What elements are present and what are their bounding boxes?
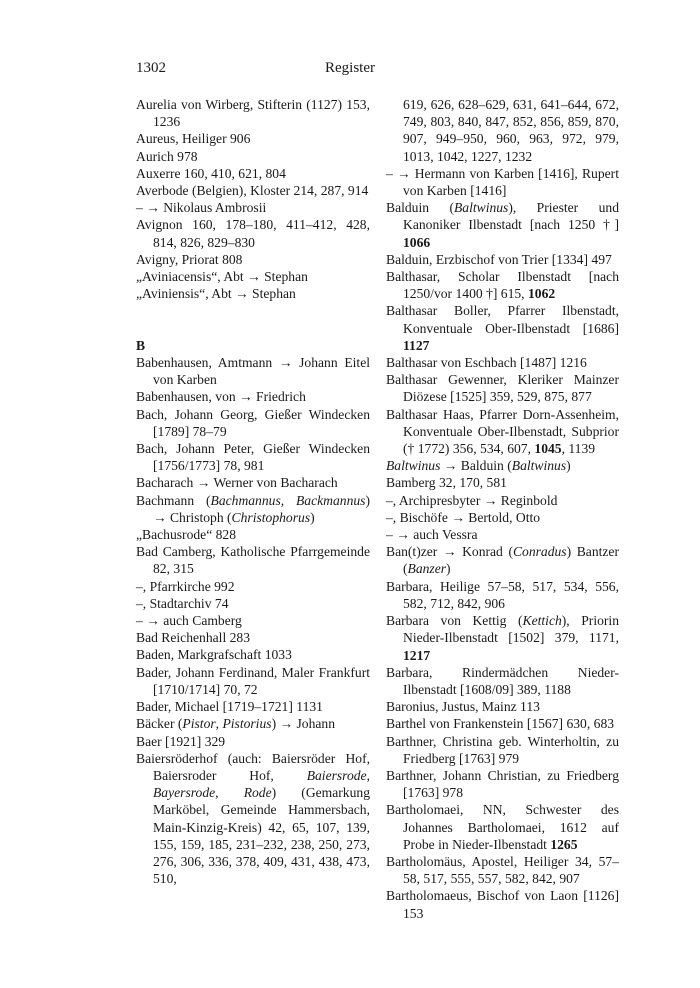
right-column [386, 96, 619, 922]
index-entry [386, 492, 619, 509]
page-header [136, 60, 564, 80]
index-entry [136, 148, 370, 165]
entry-text: –, Stadtarchiv 74 [136, 595, 229, 611]
entry-text: Avignon 160, 178–180, 411–412, 428, 814, 826, 829–830 [136, 217, 370, 250]
index-entry [136, 750, 370, 888]
entry-text: ), Priorin Nieder-Ilbenstadt [1502] 379, 1171, [403, 613, 619, 646]
index-entry [386, 199, 619, 251]
entry-text: , [215, 785, 244, 801]
entry-text: Barbara, Rindermädchen Nieder-Ilbenstadt [1608/09] 389, 1188 [386, 664, 619, 697]
index-entry [136, 664, 370, 698]
entry-text: Balduin ( [386, 200, 454, 216]
index-entry [386, 578, 619, 612]
entry-text: Bachmannus [210, 492, 281, 508]
index-entry [136, 646, 370, 663]
index-entry [136, 612, 370, 629]
entry-text: „Aviniacensis“, Abt → Stephan [136, 269, 308, 285]
entry-text: Bartholomäus, Apostel, Heiliger 34, 57–58, 517, 555, 557, 582, 842, 907 [386, 853, 619, 887]
index-entry [386, 354, 619, 371]
page-number: 1302 [136, 60, 166, 76]
entry-text: 1265 [550, 836, 578, 852]
entry-text: –, Bischöfe → Bertold, Otto [386, 509, 541, 525]
entry-text: „Aviniensis“, Abt → Stephan [136, 286, 296, 302]
entry-text: Pistor [182, 716, 216, 732]
entry-text: ) → Christoph ( [153, 492, 370, 525]
entry-text: Ban(t)zer → Konrad ( [386, 544, 513, 560]
entry-text: , [280, 492, 296, 508]
index-entry [136, 251, 370, 268]
entry-text: Baiersrode [306, 767, 367, 783]
index-entry [386, 371, 619, 405]
index-entry [386, 543, 619, 577]
left-column [136, 96, 370, 887]
index-entry [136, 285, 370, 302]
entry-text: Banzer [407, 561, 447, 577]
index-entry [386, 853, 619, 887]
index-entry [136, 130, 370, 147]
index-entry [136, 543, 370, 577]
index-entry [386, 96, 619, 165]
index-entry [136, 216, 370, 250]
entry-text: Barthner, Johann Christian, zu Friedberg [1763] 978 [386, 767, 619, 801]
index-entry [136, 715, 370, 732]
index-entry [136, 595, 370, 612]
entry-text: Balduin, Erzbischof von Trier [1334] 497 [386, 251, 612, 267]
entry-text: Baer [1921] 329 [136, 733, 226, 749]
entry-text: Bachmann ( [136, 492, 211, 508]
index-entry [136, 526, 370, 543]
entry-text: – → Hermann von Karben [1416], Rupert von Karben [1416] [386, 165, 619, 199]
entry-text: Bader, Johann Ferdinand, Maler Frankfurt [1710/1714] 70, 72 [136, 664, 370, 697]
index-entry [136, 165, 370, 182]
entry-text: , 1139 [561, 441, 596, 457]
entry-text: Baden, Markgrafschaft 1033 [136, 647, 292, 663]
entry-text: Barthner, Christina geb. Winterholtin, zu Friedberg [1763] 979 [386, 733, 619, 766]
entry-text: Christophorus [231, 509, 311, 525]
index-entry [386, 474, 619, 491]
entry-text: Baltwinus [453, 200, 509, 216]
index-entry [136, 406, 370, 440]
entry-text: Bach, Johann Georg, Gießer Windecken [1789] 78–79 [136, 406, 370, 439]
index-entry [136, 698, 370, 715]
index-entry [136, 474, 370, 491]
index-entry [386, 715, 619, 732]
entry-text: → Balduin ( [440, 458, 512, 474]
entries-right [386, 96, 619, 922]
index-entry [136, 354, 370, 388]
entry-text: Backmannus [296, 492, 366, 508]
index-entry [136, 629, 370, 646]
entry-text: – → auch Camberg [136, 613, 242, 629]
index-entry [136, 182, 370, 199]
entry-text: – → auch Vessra [386, 527, 478, 543]
index-entry [386, 767, 619, 801]
entries-b [136, 354, 370, 887]
entry-text: Bacharach → Werner von Bacharach [136, 475, 338, 491]
entry-text: Baltwinus [386, 458, 441, 474]
index-entry [386, 698, 619, 715]
index-entry [136, 388, 370, 405]
entry-text: Baltwinus [511, 458, 567, 474]
index-entry [386, 612, 619, 664]
entry-text: Baronius, Justus, Mainz 113 [386, 699, 540, 715]
entry-text: Balthasar Haas, Pfarrer Dorn-Assenheim, Konventuale Ober-Ilbenstadt, Subprior († 1772) 356, 534, 607, [386, 406, 619, 457]
entries-a [136, 96, 370, 302]
entry-text: Conradus [512, 544, 567, 560]
entry-text: – → Nikolaus Ambrosii [136, 200, 267, 216]
entry-text: Bad Reichenhall 283 [136, 630, 251, 646]
entry-text: Bayersrode [153, 785, 216, 801]
entry-text: 1045 [534, 441, 562, 457]
entry-text: Balthasar Gewenner, Kleriker Mainzer Diözese [1525] 359, 529, 875, 877 [386, 372, 619, 405]
index-entry [386, 801, 619, 853]
entry-text: Rode [243, 785, 272, 801]
entry-text: Bäcker ( [136, 716, 183, 732]
entry-text: ) (Gemarkung Marköbel, Gemeinde Hammersbach, Main-Kinzig-Kreis) 42, 65, 107, 139, 155, 159, 185, 231–232, 238, 250, 273, 276, 306, 336, 378, 409, 431, 438, 473, 510, [153, 785, 370, 887]
entry-text: Kettich [522, 613, 562, 629]
entry-text: ) Bantzer ( [403, 544, 619, 577]
index-entry [136, 440, 370, 474]
entry-text: Bartholomaei, NN, Schwester des Johannes Bartholomaei, 1612 auf Probe in Nieder-Ilbenstadt [386, 802, 619, 852]
section-letter: B [136, 337, 146, 353]
entry-text: ) [310, 509, 315, 525]
entry-text: Aurich 978 [136, 148, 198, 164]
entry-text: Bader, Michael [1719–1721] 1131 [136, 699, 323, 715]
entry-text: Bamberg 32, 170, 581 [386, 475, 507, 491]
index-entry [136, 492, 370, 526]
entry-text: Balthasar, Scholar Ilbenstadt [nach 1250/vor 1400 †] 615, [386, 269, 619, 302]
index-entry [386, 457, 619, 474]
entry-text: 619, 626, 628–629, 631, 641–644, 672, 749, 803, 840, 847, 852, 856, 859, 870, 907, 949–950, 960, 963, 972, 979, 1013, 1042, 1227, 1232 [403, 97, 619, 164]
running-head: Register [325, 60, 375, 76]
entry-text: Barthel von Frankenstein [1567] 630, 683 [386, 716, 615, 732]
entry-text: ) [566, 458, 571, 474]
index-entry [136, 199, 370, 216]
entry-text: Avigny, Priorat 808 [136, 251, 243, 267]
entry-text: Bartholomaeus, Bischof von Laon [1126] 153 [386, 888, 619, 921]
entry-text: 1066 [403, 234, 431, 250]
entry-text: „Bachusrode“ 828 [136, 527, 237, 543]
entry-text: Averbode (Belgien), Kloster 214, 287, 914 [136, 183, 369, 199]
index-entry [386, 664, 619, 698]
entry-text: , [215, 716, 223, 732]
entry-text: 1217 [403, 647, 431, 663]
index-entry [386, 302, 619, 354]
section-gap [136, 302, 370, 336]
entry-text: ) [446, 561, 451, 577]
index-entry [386, 406, 619, 458]
entry-text: Babenhausen, von → Friedrich [136, 389, 306, 405]
entry-text: Bad Camberg, Katholische Pfarrgemeinde 82, 315 [136, 544, 370, 577]
entry-text: Aurelia von Wirberg, Stifterin (1127) 153, 1236 [136, 97, 370, 130]
entry-text: –, Pfarrkirche 992 [136, 578, 235, 594]
index-entry [386, 268, 619, 302]
index-entry [136, 268, 370, 285]
entry-text: ) → Johann [271, 716, 335, 732]
entry-text: Babenhausen, Amtmann → Johann Eitel von Karben [136, 355, 370, 388]
index-entry [386, 509, 619, 526]
index-entry [386, 165, 619, 199]
entry-text: –, Archipresbyter → Reginbold [386, 492, 558, 508]
entry-text: Aureus, Heiliger 906 [136, 131, 251, 147]
entry-text: 1062 [527, 286, 556, 302]
entry-text: Baiersröderhof (auch: Baiersröder Hof, Baiersroder Hof, [136, 750, 370, 783]
entry-text: Auxerre 160, 410, 621, 804 [136, 165, 286, 181]
entry-text: 1127 [403, 337, 430, 353]
entry-text: Balthasar von Eschbach [1487] 1216 [386, 355, 587, 371]
index-entry [136, 96, 370, 130]
entry-text: Barbara, Heilige 57–58, 517, 534, 556, 582, 712, 842, 906 [386, 578, 619, 611]
index-entry [136, 578, 370, 595]
index-entry [386, 251, 619, 268]
index-entry [136, 733, 370, 750]
entry-text: Bach, Johann Peter, Gießer Windecken [1756/1773] 78, 981 [136, 441, 370, 474]
entry-text: Barbara von Kettig ( [386, 613, 523, 629]
entry-text: ), Priester und Kanoniker Ilbenstadt [nach 1250 †] [403, 200, 619, 233]
index-entry [386, 887, 619, 921]
entry-text: Pistorius [222, 716, 272, 732]
index-entry [386, 526, 619, 543]
entry-text: Balthasar Boller, Pfarrer Ilbenstadt, Konventuale Ober-Ilbenstadt [1686] [386, 303, 619, 336]
entry-text: , [366, 767, 370, 783]
index-entry [386, 733, 619, 767]
